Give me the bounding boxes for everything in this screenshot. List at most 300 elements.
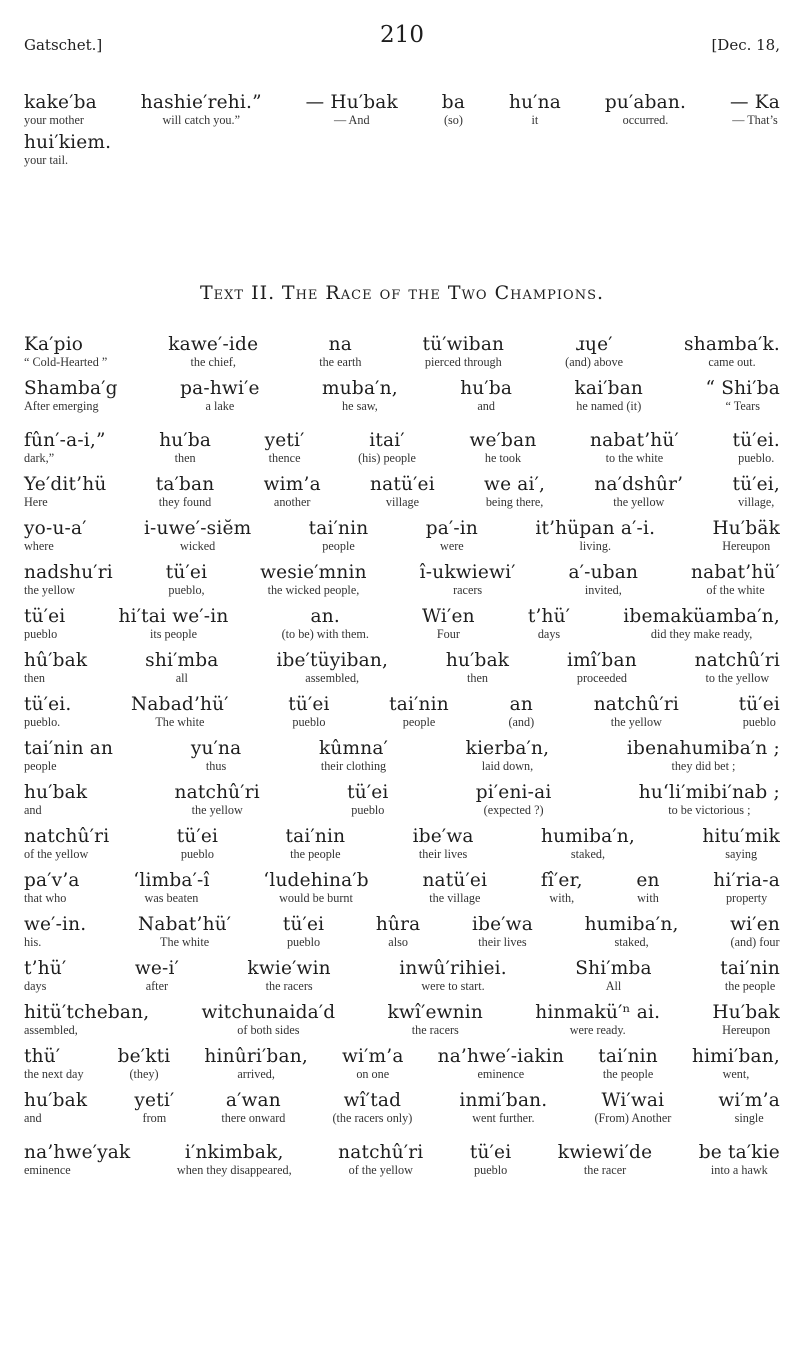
word-group <box>276 650 388 685</box>
english-gloss: the yellow <box>613 495 665 509</box>
word-group <box>684 334 780 369</box>
native-word: na’hwe′yak <box>24 1142 131 1163</box>
word-group <box>24 378 118 413</box>
english-gloss: assembled, <box>24 1023 78 1037</box>
word-group <box>342 1046 404 1081</box>
native-word: shamba′k. <box>684 334 780 355</box>
english-gloss: then <box>24 671 45 685</box>
native-word: t’hü′ <box>527 606 571 627</box>
page-header <box>24 22 780 58</box>
native-word: we′ban <box>469 430 537 451</box>
word-group <box>460 378 512 413</box>
word-group <box>24 430 106 465</box>
english-gloss: did they make ready, <box>650 627 753 641</box>
native-word: tai′nin <box>598 1046 658 1067</box>
english-gloss: — That’s <box>732 113 778 127</box>
word-group <box>705 378 780 413</box>
native-word: t’hü′ <box>24 958 67 979</box>
word-group <box>567 650 637 685</box>
native-word: hi′tai we′-in <box>118 606 229 627</box>
word-group <box>605 92 686 127</box>
word-group <box>265 430 305 465</box>
native-word: hu′bak <box>24 1090 88 1111</box>
word-group <box>712 518 780 553</box>
native-word: Nabat’hü′ <box>137 914 232 935</box>
english-gloss: from <box>142 1111 167 1125</box>
english-gloss: days <box>24 979 47 993</box>
native-word: tü′ei <box>176 826 219 847</box>
native-word: wi′en <box>730 914 780 935</box>
native-word: ɹɥe′ <box>575 334 613 355</box>
english-gloss: the racers <box>265 979 313 993</box>
english-gloss: the wicked people, <box>267 583 360 597</box>
english-gloss: thence <box>268 451 301 465</box>
english-gloss: also <box>388 935 408 949</box>
english-gloss: their clothing <box>320 759 387 773</box>
native-word: it’hüpan a′-i. <box>535 518 656 539</box>
english-gloss: he saw, <box>342 399 378 413</box>
interlinear-line <box>24 914 780 949</box>
word-group <box>221 1090 285 1125</box>
native-word: thü′ <box>24 1046 61 1067</box>
native-word: ibe′wa <box>412 826 474 847</box>
word-group <box>177 826 218 861</box>
english-gloss: to the yellow <box>705 671 770 685</box>
english-gloss: pueblo <box>180 847 215 861</box>
native-word: hinûri′ban, <box>204 1046 308 1067</box>
english-gloss: eminence <box>477 1067 525 1081</box>
native-word: kwie′win <box>247 958 331 979</box>
word-group <box>24 518 87 553</box>
interlinear-line <box>24 92 780 127</box>
native-word: we′-in. <box>24 914 87 935</box>
english-gloss: village <box>385 495 420 509</box>
native-word: natü′ei <box>422 870 488 891</box>
native-word: Wi′en <box>422 606 475 627</box>
native-word: natchû′ri <box>593 694 680 715</box>
word-group <box>388 1002 484 1037</box>
word-group <box>166 562 207 597</box>
english-gloss: your tail. <box>24 153 69 167</box>
english-gloss: were ready. <box>569 1023 626 1037</box>
word-group <box>177 1142 292 1177</box>
word-group <box>535 518 655 553</box>
interlinear-line <box>24 562 780 597</box>
native-word: kai′ban <box>574 378 644 399</box>
native-word: tü′ei <box>347 782 389 803</box>
word-group <box>730 92 780 127</box>
native-word: hitu′mik <box>702 826 780 847</box>
interlinear-line <box>24 334 780 369</box>
word-group <box>263 870 369 905</box>
english-gloss: pueblo <box>351 803 385 817</box>
english-gloss: all <box>175 671 188 685</box>
english-gloss: (the racers only) <box>332 1111 413 1125</box>
word-group <box>24 132 111 167</box>
english-gloss: went, <box>722 1067 750 1081</box>
english-gloss: living. <box>579 539 611 553</box>
english-gloss: will catch you.” <box>162 113 240 127</box>
native-word: hui′kiem. <box>24 132 112 153</box>
word-group <box>469 430 536 465</box>
word-group <box>24 1090 87 1125</box>
section-heading <box>24 282 780 304</box>
english-gloss: pueblo <box>24 627 58 641</box>
word-group <box>332 1090 412 1125</box>
word-group <box>138 914 231 949</box>
native-word: hitü′tcheban, <box>24 1002 150 1023</box>
english-gloss: his. <box>24 935 42 949</box>
english-gloss: After emerging <box>24 399 99 413</box>
english-gloss: the racers <box>411 1023 459 1037</box>
word-group <box>720 958 780 993</box>
native-word: tai′nin <box>720 958 780 979</box>
native-word: pa′v’a <box>24 870 80 891</box>
word-group <box>639 782 780 817</box>
native-word: we-i′ <box>134 958 179 979</box>
english-gloss: another <box>273 495 311 509</box>
native-word: Shi′mba <box>575 958 652 979</box>
word-group <box>338 1142 423 1177</box>
native-word: na <box>328 334 353 355</box>
interlinear-line <box>24 430 780 465</box>
word-group <box>446 650 509 685</box>
native-word: ‘limba′-î <box>133 870 210 891</box>
native-word: inwû′rihiei. <box>399 958 507 979</box>
section-label: Text II. <box>199 282 276 304</box>
interlinear-line <box>24 606 780 641</box>
word-group <box>283 914 324 949</box>
english-gloss: days <box>537 627 561 641</box>
word-group <box>319 738 388 773</box>
word-group <box>159 430 211 465</box>
english-gloss: were <box>440 539 464 553</box>
word-group <box>627 738 780 773</box>
english-gloss: he took <box>484 451 522 465</box>
native-word: humiba′n, <box>584 914 679 935</box>
word-group <box>24 92 97 127</box>
english-gloss: the people <box>724 979 776 993</box>
running-head-author: Gatschet.] <box>24 36 103 54</box>
english-gloss: the people <box>290 847 341 861</box>
native-word: humiba′n, <box>540 826 635 847</box>
english-gloss: came out. <box>708 355 756 369</box>
word-group <box>202 1002 336 1037</box>
native-word: ba <box>441 92 466 113</box>
english-gloss: racers <box>453 583 483 597</box>
english-gloss: invited, <box>584 583 622 597</box>
word-group <box>24 870 80 905</box>
native-word: kûmna′ <box>318 738 388 759</box>
word-group <box>282 606 369 641</box>
english-gloss: pueblo, <box>168 583 205 597</box>
native-word: inmi′ban. <box>459 1090 548 1111</box>
english-gloss: Here <box>24 495 48 509</box>
english-gloss: dark,” <box>24 451 55 465</box>
native-word: i-uwe′-siĕm <box>143 518 252 539</box>
english-gloss: pueblo <box>742 715 776 729</box>
word-group <box>322 378 398 413</box>
english-gloss: of the yellow <box>24 847 89 861</box>
native-word: tü′ei <box>469 1142 512 1163</box>
english-gloss: pueblo <box>286 935 321 949</box>
word-group <box>399 958 507 993</box>
native-word: Wi′wai <box>601 1090 665 1111</box>
word-group <box>528 606 570 641</box>
word-group <box>702 826 780 861</box>
running-head-date: [Dec. 18, <box>711 36 780 54</box>
english-gloss: of the yellow <box>348 1163 413 1177</box>
native-word: en <box>636 870 660 891</box>
word-group <box>623 606 780 641</box>
english-gloss: (From) Another <box>594 1111 672 1125</box>
word-group <box>145 650 218 685</box>
native-word: tü′ei. <box>732 430 780 451</box>
native-word: ‘ludehina′b <box>263 870 369 891</box>
native-word: wî′tad <box>343 1090 402 1111</box>
interlinear-line <box>24 1090 780 1125</box>
english-gloss: (and) above <box>565 355 624 369</box>
english-gloss: he named (it) <box>576 399 642 413</box>
english-gloss: that who <box>24 891 67 905</box>
interlinear-line <box>24 1002 780 1037</box>
word-group <box>541 870 583 905</box>
word-group <box>288 694 329 729</box>
english-gloss: All <box>605 979 622 993</box>
word-group <box>422 606 475 641</box>
english-gloss: (his) people <box>358 451 416 465</box>
interlinear-line <box>24 650 780 685</box>
native-word: tü′ei <box>738 694 780 715</box>
english-gloss: (so) <box>443 113 463 127</box>
native-word: fî′er, <box>540 870 583 891</box>
english-gloss: and <box>24 803 42 817</box>
english-gloss: people <box>24 759 57 773</box>
english-gloss: wicked <box>180 539 216 553</box>
native-word: natchû′ri <box>338 1142 424 1163</box>
english-gloss: the village <box>429 891 481 905</box>
word-group <box>24 334 107 369</box>
native-word: kierba′n, <box>465 738 550 759</box>
page-number: 210 <box>380 22 424 48</box>
english-gloss: “ Tears <box>725 399 760 413</box>
english-gloss: staked, <box>570 847 606 861</box>
native-word: tü′ei <box>282 914 325 935</box>
english-gloss: proceeded <box>576 671 627 685</box>
word-group <box>180 378 260 413</box>
native-word: pa-hwi′e <box>180 378 260 399</box>
word-group <box>541 826 635 861</box>
native-word: hu′bak <box>445 650 510 671</box>
english-gloss: property <box>725 891 768 905</box>
english-gloss: into a hawk <box>710 1163 768 1177</box>
word-group <box>470 1142 511 1177</box>
native-word: — Hu′bak <box>305 92 398 113</box>
native-word: an <box>509 694 533 715</box>
english-gloss: laid down, <box>481 759 534 773</box>
native-word: kake′ba <box>24 92 97 113</box>
word-group <box>260 562 367 597</box>
interlinear-line <box>24 132 780 167</box>
native-word: wi′m’a <box>341 1046 404 1067</box>
native-word: tü′wiban <box>422 334 505 355</box>
english-gloss: Hereupon <box>722 1023 771 1037</box>
word-group <box>422 870 487 905</box>
native-word: tü′ei <box>288 694 330 715</box>
english-gloss: eminence <box>24 1163 71 1177</box>
english-gloss: was beaten <box>144 891 199 905</box>
word-group <box>695 650 780 685</box>
native-word: ibe′wa <box>471 914 533 935</box>
english-gloss: their lives <box>478 935 527 949</box>
english-gloss: pueblo. <box>738 451 775 465</box>
native-word: nadshu′ri <box>24 562 113 583</box>
word-group <box>24 738 113 773</box>
english-gloss: went further. <box>472 1111 535 1125</box>
english-gloss: (and) four <box>730 935 780 949</box>
native-word: nabat’hü′ <box>589 430 679 451</box>
word-group <box>370 474 435 509</box>
native-word: fûn′-a-i,” <box>24 430 106 451</box>
native-word: hu′ba <box>460 378 513 399</box>
english-gloss: with, <box>549 891 575 905</box>
word-group <box>168 334 258 369</box>
native-word: ibenahumiba′n ; <box>626 738 780 759</box>
native-word: î-ukwiewi′ <box>419 562 516 583</box>
native-word: wi′m’a <box>718 1090 780 1111</box>
native-word: a′-uban <box>568 562 639 583</box>
native-word: tü′ei <box>24 606 66 627</box>
english-gloss: saying <box>725 847 758 861</box>
english-gloss: on one <box>356 1067 390 1081</box>
word-group <box>24 562 113 597</box>
native-word: we ai′, <box>484 474 546 495</box>
native-word: itai′ <box>369 430 405 451</box>
native-word: a′wan <box>225 1090 281 1111</box>
english-gloss: single <box>734 1111 764 1125</box>
english-gloss: their lives <box>418 847 468 861</box>
word-group <box>24 474 106 509</box>
native-word: be ta′kie <box>698 1142 780 1163</box>
english-gloss: a lake <box>205 399 235 413</box>
word-group <box>24 826 109 861</box>
native-word: natchû′ri <box>694 650 780 671</box>
word-group <box>24 782 87 817</box>
english-gloss: your mother <box>24 113 84 127</box>
native-word: hû′bak <box>24 650 88 671</box>
word-group <box>264 474 321 509</box>
native-word: hu′ba <box>159 430 212 451</box>
native-word: kwî′ewnin <box>387 1002 484 1023</box>
english-gloss: it <box>531 113 539 127</box>
word-group <box>730 914 780 949</box>
word-group <box>420 562 516 597</box>
word-group <box>712 1002 780 1037</box>
native-word: natchû′ri <box>24 826 110 847</box>
english-gloss: the racer <box>583 1163 627 1177</box>
english-gloss: where <box>24 539 54 553</box>
english-gloss: Hereupon <box>722 539 771 553</box>
native-word: nabat’hü′ <box>691 562 780 583</box>
english-gloss: thus <box>205 759 227 773</box>
native-word: hu‘li′mibi′nab ; <box>638 782 780 803</box>
native-word: ibemaküamba′n, <box>623 606 780 627</box>
english-gloss: pueblo <box>474 1163 508 1177</box>
native-word: himi′ban, <box>691 1046 780 1067</box>
english-gloss: the people <box>602 1067 654 1081</box>
native-word: hu′na <box>508 92 561 113</box>
word-group <box>141 92 262 127</box>
english-gloss: pierced through <box>424 355 502 369</box>
english-gloss: the yellow <box>610 715 662 729</box>
english-gloss: being there, <box>485 495 544 509</box>
word-group <box>119 606 229 641</box>
word-group <box>131 694 229 729</box>
english-gloss: people <box>322 539 355 553</box>
word-group <box>175 782 260 817</box>
english-gloss: with <box>637 891 659 905</box>
english-gloss: (expected ?) <box>483 803 544 817</box>
native-word: pu′aban. <box>604 92 687 113</box>
word-group <box>594 474 683 509</box>
interlinear-line <box>24 1046 780 1081</box>
word-group <box>575 958 652 993</box>
native-word: tai′nin <box>389 694 449 715</box>
native-word: shi′mba <box>145 650 219 671</box>
word-group <box>135 958 179 993</box>
word-group <box>585 914 679 949</box>
native-word: yu′na <box>190 738 242 759</box>
word-group <box>319 334 361 369</box>
english-gloss: were to start. <box>421 979 485 993</box>
english-gloss: “ Cold-Hearted ” <box>24 355 108 369</box>
native-word: Nabad’hü′ <box>131 694 229 715</box>
interlinear-line <box>24 738 780 773</box>
native-word: wesie′mnin <box>260 562 367 583</box>
word-group <box>598 1046 658 1081</box>
english-gloss: to the white <box>605 451 664 465</box>
word-group <box>144 518 251 553</box>
word-group <box>508 694 534 729</box>
native-word: hashie′rehi.” <box>140 92 262 113</box>
word-group <box>466 738 550 773</box>
native-word: wim’a <box>263 474 321 495</box>
native-word: hûra <box>375 914 421 935</box>
word-group <box>699 1142 780 1177</box>
word-group <box>594 1090 671 1125</box>
native-word: na’hwe′-iakin <box>437 1046 565 1067</box>
native-word: Hu′bak <box>712 1002 780 1023</box>
word-group <box>347 782 388 817</box>
word-group <box>509 92 561 127</box>
english-gloss: the yellow <box>191 803 243 817</box>
word-group <box>247 958 330 993</box>
native-word: yo-u-a′ <box>24 518 87 539</box>
english-gloss: the yellow <box>24 583 76 597</box>
interlinear-line <box>24 474 780 509</box>
english-gloss: of the white <box>706 583 765 597</box>
word-group <box>24 1002 149 1037</box>
native-word: an. <box>310 606 340 627</box>
native-word: tai′nin <box>308 518 369 539</box>
native-word: Ka′pio <box>24 334 84 355</box>
word-group <box>24 606 65 641</box>
english-gloss: people <box>402 715 436 729</box>
word-group <box>438 1046 565 1081</box>
word-group <box>713 870 780 905</box>
word-group <box>565 334 623 369</box>
english-gloss: — And <box>333 113 370 127</box>
